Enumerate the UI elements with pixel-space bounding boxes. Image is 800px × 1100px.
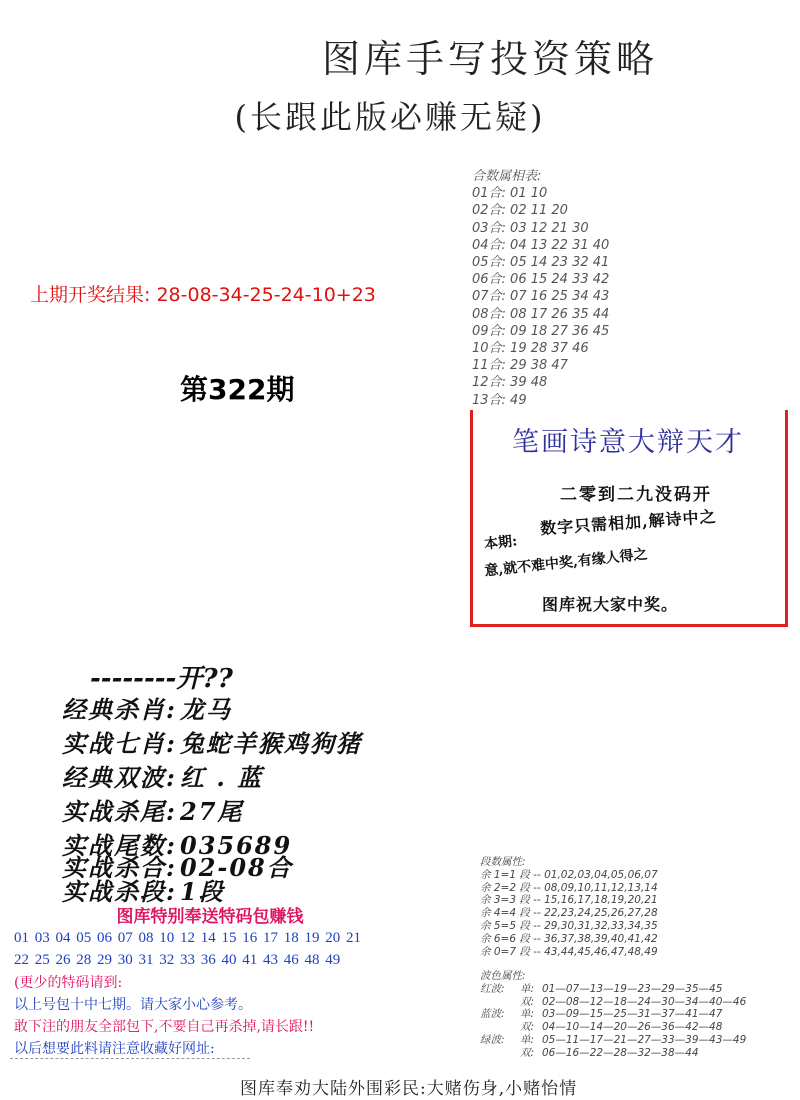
duan-table-row: 余 1=1 段 -- 01,02,03,04,05,06,07: [480, 868, 658, 881]
he-table-row: 12合: 39 48: [472, 375, 548, 391]
poem-line: 二零到二九没码开: [560, 485, 712, 505]
strategy-label: 实战尾数:: [62, 831, 177, 860]
strategy-row: [62, 792, 243, 827]
poem-line-part: 就不难中奖,有缘人得之: [502, 546, 649, 578]
bose-table-row: [480, 996, 746, 1009]
duan-table-row: 余 5=5 段 -- 29,30,31,32,33,34,35: [480, 919, 658, 932]
strategy-label: 实战杀尾:: [62, 797, 177, 826]
bose-nums: 02—08—12—18—24—30—34—40—46: [542, 995, 747, 1008]
bose-sub: 单:: [520, 982, 535, 995]
he-table-row: 06合: 06 15 24 33 42: [472, 272, 610, 288]
he-table-row: 11合: 29 38 47: [472, 358, 568, 374]
strategy-value: 27尾: [180, 797, 244, 826]
bose-table-row: [480, 1008, 746, 1021]
strategy-value: 兔蛇羊猴鸡狗猪: [180, 729, 362, 758]
gift-notice: 以上号包十中七期。请大家小心参考。: [14, 997, 252, 1013]
page-title: 图库手写投资策略: [321, 37, 658, 81]
strategy-row: [62, 758, 263, 793]
strategy-row: [62, 690, 232, 725]
strategy-label: 实战七肖:: [62, 729, 177, 758]
divider: [10, 1058, 250, 1059]
gift-notice: 以后想要此料请注意收藏好网址:: [14, 1041, 215, 1057]
he-table-row: 08合: 08 17 26 35 44: [472, 306, 610, 322]
bose-table-row: [480, 1021, 746, 1034]
strategy-value: 035689: [180, 831, 293, 860]
gift-title: 图库特别奉送特码包赚钱: [116, 907, 304, 927]
he-table-title: 合数属相表:: [472, 169, 542, 184]
gift-numbers: 22 25 26 28 29 30 31 32 33 36 40 41 43 46 48 49: [14, 952, 341, 968]
last-result: [30, 280, 376, 307]
bose-sub: 单:: [520, 1008, 535, 1021]
gift-notice: (更少的特码请到:: [14, 975, 123, 991]
poem-line: [483, 530, 518, 553]
bose-sub: 单:: [520, 1033, 535, 1046]
duan-table-row: 余 6=6 段 -- 36,37,38,39,40,41,42: [480, 932, 658, 945]
duan-table-row: 余 0=7 段 -- 43,44,45,46,47,48,49: [480, 945, 658, 958]
strategy-value: 龙马: [180, 695, 232, 724]
duan-table-row: 余 2=2 段 -- 08,09,10,11,12,13,14: [480, 881, 658, 894]
he-table-row: 09合: 09 18 27 36 45: [472, 323, 610, 339]
bose-table: [480, 970, 746, 1060]
bose-nums: 03—09—15—25—31—37—41—47: [542, 1008, 723, 1021]
poem-line-part: 本期:: [483, 533, 519, 553]
last-result-numbers: 28-08-34-25-24-10+23: [156, 284, 376, 306]
bose-table-row: [480, 983, 746, 996]
he-table-row: 05合: 05 14 23 32 41: [472, 255, 610, 271]
strategy-label: 经典双波:: [62, 763, 177, 792]
he-table-row: 07合: 07 16 25 34 43: [472, 289, 610, 305]
he-table-row: 13合: 49: [472, 392, 527, 408]
bose-key: 绿波:: [480, 1033, 505, 1046]
gift-notice: 敢下注的朋友全部包下,不要自己再杀掉,请长跟!!: [14, 1019, 315, 1035]
he-table-row: 04合: 04 13 22 31 40: [472, 237, 610, 253]
bose-nums: 01—07—13—19—23—29—35—45: [542, 982, 723, 995]
bose-sub: 双:: [520, 995, 535, 1008]
duan-table-row: 余 4=4 段 -- 22,23,24,25,26,27,28: [480, 907, 658, 920]
poem-line: 图库祝大家中奖。: [542, 595, 679, 614]
he-table-row: 10合: 19 28 37 46: [472, 341, 589, 357]
bose-sub: 双:: [520, 1021, 535, 1034]
gift-numbers: 01 03 04 05 06 07 08 10 12 14 15 16 17 18 19 20 21: [14, 930, 361, 946]
strategy-label: 实战杀段:: [62, 877, 177, 906]
bose-nums: 05—11—17—21—27—33—39—43—49: [542, 1033, 747, 1046]
strategy-value: 1段: [180, 877, 225, 906]
page-subtitle: (长跟此版必赚无疑): [234, 98, 546, 136]
duan-table-title: 段数属性:: [480, 856, 526, 868]
strategy-label: 实战杀合:: [62, 853, 177, 882]
he-table: [472, 168, 609, 409]
he-table-row: 03合: 03 12 21 30: [472, 220, 589, 236]
strategy-value: 02-08合: [180, 853, 293, 882]
bose-sub: 双:: [520, 1046, 535, 1059]
duan-table: [480, 856, 658, 958]
last-result-label: 上期开奖结果:: [30, 284, 151, 306]
bose-key: 红波:: [480, 982, 505, 995]
issue-number: 第322期: [180, 373, 295, 406]
bose-key: 蓝波:: [480, 1008, 505, 1021]
he-table-row: 02合: 02 11 20: [472, 203, 568, 219]
poem-line: 数字只需相加,解诗中之: [539, 506, 718, 539]
he-table-row: 01合: 01 10: [472, 186, 548, 202]
strategy-label: 经典杀肖:: [62, 695, 177, 724]
strategy-header: --------开??: [90, 664, 233, 694]
bose-table-row: [480, 1047, 746, 1060]
strategy-row: [62, 724, 362, 759]
duan-table-row: 余 3=3 段 -- 15,16,17,18,19,20,21: [480, 894, 658, 907]
poem-line-part: 意,: [483, 561, 505, 580]
bose-nums: 06—16—22—28—32—38—44: [542, 1046, 699, 1059]
poem-title: 笔画诗意大辩天才: [512, 427, 744, 458]
bose-table-row: [480, 1034, 746, 1047]
strategy-value: 红 . 蓝: [180, 763, 264, 792]
bose-table-title: 波色属性:: [480, 970, 526, 982]
bose-nums: 04—10—14—20—26—36—42—48: [542, 1021, 723, 1034]
footer-text: 图库奉劝大陆外围彩民:大赌伤身,小赌怡情: [240, 1079, 578, 1099]
